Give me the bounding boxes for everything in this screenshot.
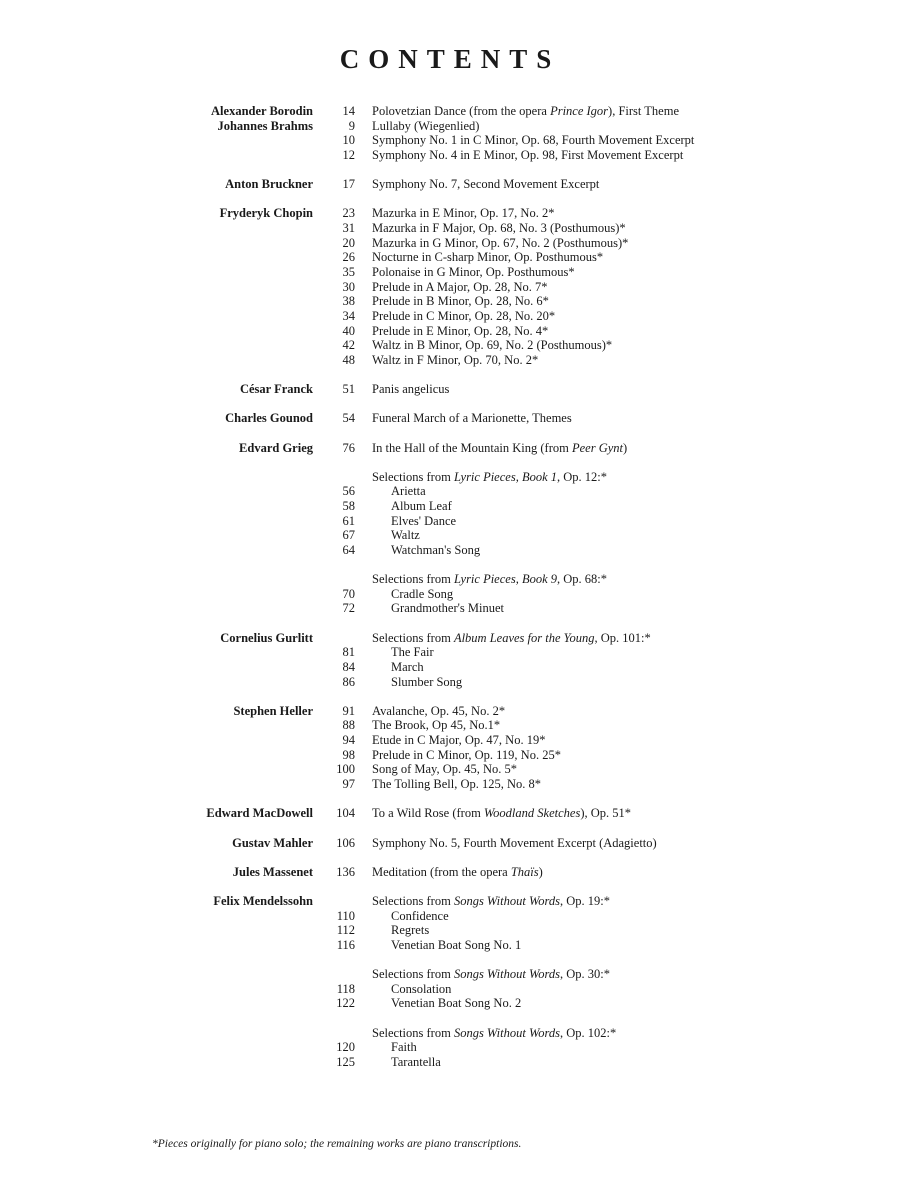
piece-text: Waltz in B Minor, Op. 69, No. 2 (Posthumous)* [372, 338, 613, 353]
toc-entry [0, 777, 900, 792]
piece-text: Selections from [372, 967, 454, 982]
piece-text: Symphony No. 4 in E Minor, Op. 98, First Movement Excerpt [372, 147, 684, 162]
page-number: 67 [342, 528, 355, 543]
toc-entry [0, 996, 900, 1011]
piece-text: Polonaise in G Minor, Op. Posthumous* [372, 264, 575, 279]
work-title-italic: Songs Without Words [453, 967, 560, 982]
piece-title [372, 441, 627, 456]
toc-entry [0, 718, 900, 733]
piece-text: , Op. 12:* [557, 469, 608, 484]
piece-title [391, 543, 480, 558]
piece-text: , Op. 19:* [559, 893, 610, 908]
piece-text: Polovetzian Dance (from the opera [372, 104, 551, 118]
piece-title [372, 894, 610, 909]
page-number: 94 [342, 733, 355, 748]
page-number: 38 [342, 294, 355, 309]
piece-text: Prelude in C Minor, Op. 119, No. 25* [372, 747, 561, 762]
toc-entry [0, 280, 900, 295]
toc-entry [0, 236, 900, 251]
piece-text: Grandmother's Minuet [391, 601, 504, 616]
spacer [0, 192, 900, 207]
page-number: 61 [342, 513, 355, 528]
contents-list [0, 104, 900, 1070]
piece-text: Selections from [372, 893, 454, 908]
piece-title [372, 324, 548, 339]
composer-name: Johannes Brahms [217, 118, 313, 133]
piece-text: Faith [391, 1040, 417, 1055]
piece-title [372, 177, 599, 192]
toc-entry [0, 967, 900, 982]
composer-name: Edvard Grieg [239, 440, 313, 455]
piece-title [391, 1055, 441, 1070]
page-number: 122 [336, 996, 355, 1011]
toc-entry [0, 836, 900, 851]
toc-entry [0, 865, 900, 880]
piece-text: Album Leaf [391, 499, 452, 514]
piece-title [391, 645, 434, 660]
page-number: 120 [336, 1040, 355, 1055]
work-title-italic: Woodland Sketches [483, 806, 581, 821]
piece-text: Selections from [372, 630, 454, 645]
piece-text: ) [623, 440, 628, 455]
page-number: 30 [342, 279, 355, 294]
toc-entry [0, 324, 900, 339]
piece-title [372, 704, 505, 719]
toc-entry [0, 338, 900, 353]
piece-text: Prelude in E Minor, Op. 28, No. 4* [372, 323, 549, 338]
piece-title [372, 309, 555, 324]
toc-entry [0, 806, 900, 821]
toc-entry [0, 982, 900, 997]
toc-entry [0, 909, 900, 924]
page-number: 84 [342, 659, 355, 674]
piece-text: Symphony No. 1 in C Minor, Op. 68, Fourth Movement Excerpt [372, 133, 695, 148]
page-number: 12 [342, 147, 355, 162]
spacer [0, 426, 900, 441]
page-number: 112 [336, 923, 355, 938]
work-title-italic: Thaïs [510, 864, 539, 879]
spacer [0, 850, 900, 865]
piece-title [372, 806, 631, 821]
page-number: 106 [336, 835, 355, 850]
piece-title [372, 762, 517, 777]
piece-title [372, 967, 610, 982]
toc-entry [0, 528, 900, 543]
page-number: 23 [342, 206, 355, 221]
piece-text: Lullaby (Wiegenlied) [372, 118, 480, 133]
composer-name: Anton Bruckner [225, 177, 313, 192]
piece-text: Selections from [372, 1025, 454, 1040]
page-number: 81 [342, 645, 355, 660]
page-number: 64 [342, 542, 355, 557]
toc-entry [0, 923, 900, 938]
composer-name: Gustav Mahler [232, 835, 313, 850]
piece-title [372, 777, 541, 792]
toc-entry [0, 1055, 900, 1070]
piece-text: Avalanche, Op. 45, No. 2* [372, 703, 506, 718]
toc-entry [0, 221, 900, 236]
piece-text: Etude in C Major, Op. 47, No. 19* [372, 733, 546, 748]
piece-text: Waltz in F Minor, Op. 70, No. 2* [372, 352, 539, 367]
piece-text: ) [538, 864, 543, 879]
piece-title [391, 484, 426, 499]
piece-title [391, 587, 453, 602]
page-number: 58 [342, 499, 355, 514]
page-number: 110 [336, 908, 355, 923]
composer-name: Alexander Borodin [211, 104, 313, 118]
piece-text: Mazurka in E Minor, Op. 17, No. 2* [372, 206, 555, 221]
toc-entry [0, 1026, 900, 1041]
piece-text: Consolation [391, 981, 452, 996]
piece-text: Watchman's Song [391, 542, 481, 557]
work-title-italic: Songs Without Words [453, 893, 560, 908]
work-title-italic: Peer Gynt [571, 440, 623, 455]
composer-name: Fryderyk Chopin [219, 206, 313, 221]
page-number: 104 [336, 806, 355, 821]
page-number: 91 [342, 703, 355, 718]
piece-text: Regrets [391, 923, 430, 938]
piece-text: Prelude in C Minor, Op. 28, No. 20* [372, 308, 556, 323]
piece-title [391, 923, 429, 938]
work-title-italic: Songs Without Words [453, 1025, 560, 1040]
piece-text: Meditation (from the opera [372, 864, 511, 879]
toc-entry [0, 309, 900, 324]
piece-text: Song of May, Op. 45, No. 5* [372, 762, 518, 777]
page-number: 70 [342, 586, 355, 601]
page-number: 116 [336, 937, 355, 952]
toc-entry [0, 675, 900, 690]
spacer [0, 792, 900, 807]
piece-title [372, 280, 548, 295]
toc-entry [0, 177, 900, 192]
piece-text: Arietta [391, 484, 426, 499]
piece-text: Elves' Dance [391, 513, 457, 528]
piece-title [372, 206, 554, 221]
piece-text: Selections from [372, 469, 454, 484]
spacer [0, 367, 900, 382]
page-number: 97 [342, 777, 355, 792]
piece-text: Mazurka in F Major, Op. 68, No. 3 (Posthumous)* [372, 221, 626, 236]
work-title-italic: Lyric Pieces, Book 1 [453, 469, 558, 484]
piece-title [372, 865, 543, 880]
page-number: 31 [342, 221, 355, 236]
piece-title [372, 119, 479, 134]
spacer [0, 558, 900, 573]
piece-text: Selections from [372, 572, 454, 587]
toc-entry [0, 382, 900, 397]
toc-entry [0, 645, 900, 660]
toc-entry [0, 484, 900, 499]
toc-entry [0, 104, 900, 119]
piece-text: Nocturne in C-sharp Minor, Op. Posthumous* [372, 250, 604, 265]
piece-text: Symphony No. 5, Fourth Movement Excerpt (Adagietto) [372, 835, 657, 850]
piece-title [391, 660, 424, 675]
page-number: 42 [342, 338, 355, 353]
page-number: 86 [342, 674, 355, 689]
toc-entry [0, 514, 900, 529]
piece-title [372, 133, 694, 148]
piece-text: Waltz [391, 528, 420, 543]
piece-title [372, 250, 603, 265]
toc-entry [0, 572, 900, 587]
composer-name: Edward MacDowell [206, 806, 313, 821]
toc-entry [0, 411, 900, 426]
toc-entry [0, 543, 900, 558]
work-title-italic: Prince Igor [550, 104, 609, 118]
piece-title [372, 294, 549, 309]
toc-entry [0, 762, 900, 777]
piece-title [391, 601, 504, 616]
spacer [0, 397, 900, 412]
piece-title [391, 996, 521, 1011]
piece-title [391, 982, 451, 997]
page-number: 72 [342, 601, 355, 616]
page-number: 9 [348, 118, 355, 133]
spacer [0, 1011, 900, 1026]
piece-title [372, 836, 657, 851]
work-title-italic: Album Leaves for the Young [453, 630, 595, 645]
page-number: 100 [336, 762, 355, 777]
piece-title [372, 382, 449, 397]
composer-name: Stephen Heller [233, 703, 313, 718]
page-number: 35 [342, 264, 355, 279]
piece-title [372, 718, 500, 733]
composer-name: Jules Massenet [232, 864, 313, 879]
toc-entry [0, 587, 900, 602]
piece-text: , Op. 68:* [557, 572, 608, 587]
piece-text: Funeral March of a Marionette, Themes [372, 411, 572, 426]
piece-title [391, 675, 462, 690]
page-number: 98 [342, 747, 355, 762]
piece-text: Prelude in A Major, Op. 28, No. 7* [372, 279, 548, 294]
piece-text: Cradle Song [391, 586, 454, 601]
toc-entry [0, 1040, 900, 1055]
piece-text: In the Hall of the Mountain King (from [372, 440, 572, 455]
spacer [0, 455, 900, 470]
toc-entry [0, 265, 900, 280]
page-number: 40 [342, 323, 355, 338]
piece-text: , Op. 102:* [559, 1025, 617, 1040]
page-number: 118 [336, 981, 355, 996]
piece-text: Panis angelicus [372, 382, 450, 397]
piece-text: Tarantella [391, 1054, 441, 1069]
page-number: 48 [342, 352, 355, 367]
piece-title [372, 265, 575, 280]
piece-title [372, 411, 572, 426]
page-number: 17 [342, 177, 355, 192]
piece-title [391, 1040, 417, 1055]
toc-entry [0, 470, 900, 485]
spacer [0, 879, 900, 894]
toc-entry [0, 938, 900, 953]
spacer [0, 821, 900, 836]
piece-text: Symphony No. 7, Second Movement Excerpt [372, 177, 600, 192]
toc-entry [0, 206, 900, 221]
toc-entry [0, 148, 900, 163]
page-number: 56 [342, 484, 355, 499]
spacer [0, 689, 900, 704]
piece-text: ), Op. 51* [580, 806, 632, 821]
piece-text: The Tolling Bell, Op. 125, No. 8* [372, 777, 542, 792]
page-number: 20 [342, 235, 355, 250]
footnote: *Pieces originally for piano solo; the remaining works are piano transcriptions. [152, 1138, 522, 1150]
toc-entry [0, 660, 900, 675]
piece-title [372, 572, 607, 587]
piece-text: Venetian Boat Song No. 1 [391, 937, 522, 952]
composer-name: Felix Mendelssohn [213, 893, 313, 908]
piece-title [372, 733, 545, 748]
piece-title [372, 236, 628, 251]
toc-entry [0, 601, 900, 616]
piece-text: Prelude in B Minor, Op. 28, No. 6* [372, 294, 549, 309]
page-title: CONTENTS [339, 44, 561, 74]
page-number: 136 [336, 864, 355, 879]
composer-name: César Franck [239, 382, 313, 397]
piece-title [372, 353, 538, 368]
piece-title [391, 528, 420, 543]
toc-entry [0, 119, 900, 134]
page-number: 10 [342, 133, 355, 148]
spacer [0, 616, 900, 631]
piece-title [391, 499, 452, 514]
piece-text: , Op. 101:* [594, 630, 651, 645]
piece-title [372, 631, 651, 646]
piece-text: ), First Theme [608, 104, 679, 118]
page-number: 125 [336, 1054, 355, 1069]
piece-text: March [391, 659, 424, 674]
piece-title [391, 514, 456, 529]
composer-name: Charles Gounod [225, 411, 313, 426]
page-number: 88 [342, 718, 355, 733]
toc-entry [0, 441, 900, 456]
page-number: 14 [342, 104, 355, 118]
piece-text: The Fair [391, 645, 434, 660]
toc-entry [0, 250, 900, 265]
toc-entry [0, 353, 900, 368]
piece-text: Mazurka in G Minor, Op. 67, No. 2 (Posthumous)* [372, 235, 629, 250]
toc-entry [0, 631, 900, 646]
piece-text: The Brook, Op 45, No.1* [372, 718, 501, 733]
piece-text: Confidence [391, 908, 449, 923]
piece-title [391, 909, 449, 924]
piece-title [372, 1026, 616, 1041]
toc-entry [0, 704, 900, 719]
toc-entry [0, 733, 900, 748]
toc-entry [0, 133, 900, 148]
piece-text: To a Wild Rose (from [372, 806, 484, 821]
page-number: 34 [342, 308, 355, 323]
toc-entry [0, 894, 900, 909]
toc-entry [0, 294, 900, 309]
composer-name: Cornelius Gurlitt [220, 630, 313, 645]
spacer [0, 953, 900, 968]
piece-title [372, 104, 679, 119]
toc-entry [0, 748, 900, 763]
piece-text: Slumber Song [391, 674, 463, 689]
page-number: 76 [342, 440, 355, 455]
piece-title [372, 148, 683, 163]
piece-text: Venetian Boat Song No. 2 [391, 996, 522, 1011]
piece-title [372, 338, 612, 353]
page-number: 54 [342, 411, 355, 426]
piece-title [391, 938, 521, 953]
piece-title [372, 470, 607, 485]
spacer [0, 163, 900, 178]
piece-text: , Op. 30:* [559, 967, 610, 982]
work-title-italic: Lyric Pieces, Book 9 [453, 572, 558, 587]
toc-entry [0, 499, 900, 514]
page-number: 51 [342, 382, 355, 397]
piece-title [372, 748, 561, 763]
piece-title [372, 221, 626, 236]
page-number: 26 [342, 250, 355, 265]
